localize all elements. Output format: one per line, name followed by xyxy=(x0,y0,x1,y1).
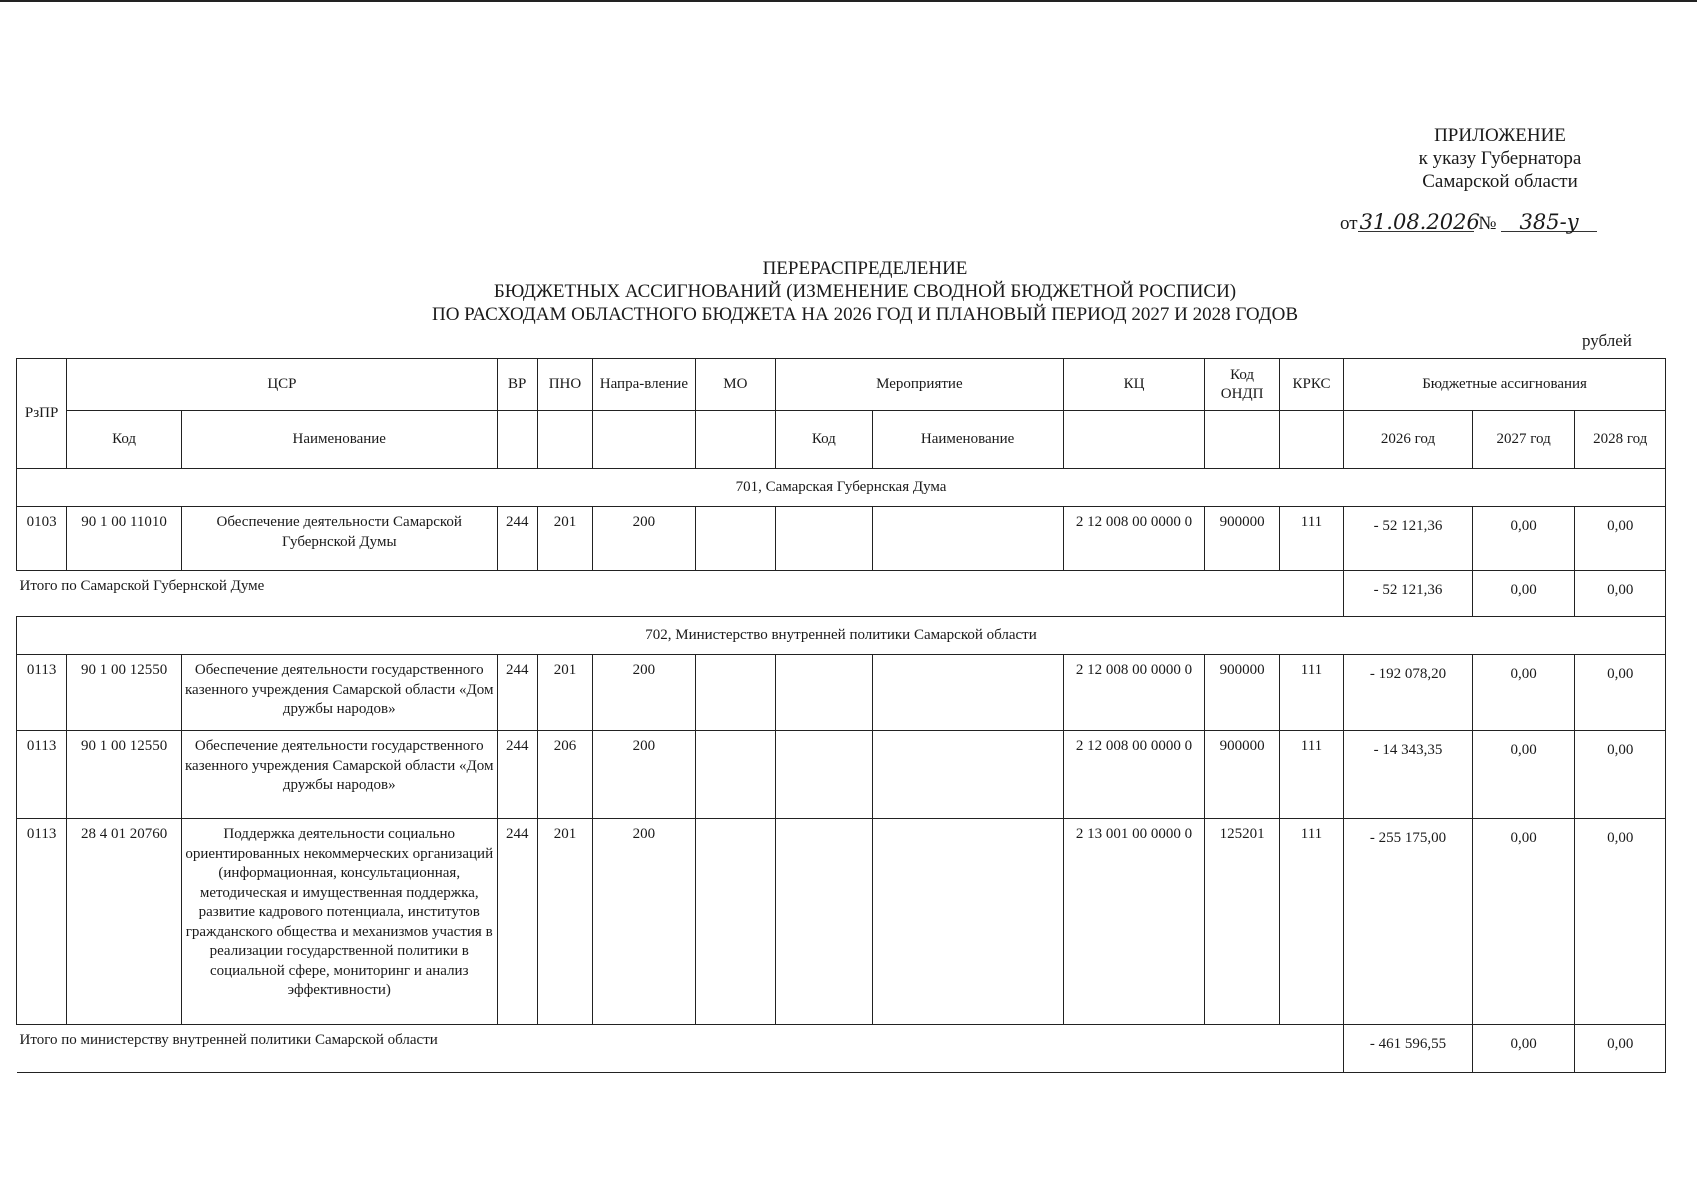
empty-header-cell xyxy=(695,411,775,469)
title-line-1: ПЕРЕРАСПРЕДЕЛЕНИЕ xyxy=(762,258,968,279)
cell-csr-name: Обеспечение деятельности Самарской Губернской Думы xyxy=(181,507,497,571)
cell-2027: 0,00 xyxy=(1472,507,1575,571)
table-row xyxy=(17,507,1666,571)
table-row xyxy=(17,731,1666,819)
total-2027: 0,00 xyxy=(1472,1025,1575,1073)
section-title: 702, Министерство внутренней политики Самарской области xyxy=(17,617,1666,655)
cell-pno: 201 xyxy=(537,655,592,731)
appendix-block xyxy=(1330,124,1670,193)
document-title xyxy=(0,257,1697,326)
cell-mo xyxy=(695,507,775,571)
decree-number-label: № xyxy=(1478,213,1497,234)
cell-event-code xyxy=(776,507,873,571)
decree-from-label: от xyxy=(1340,213,1358,234)
empty-header-cell xyxy=(1279,411,1343,469)
col-event-code: Код xyxy=(776,411,873,469)
col-csr-code: Код xyxy=(67,411,182,469)
total-label: Итого по министерству внутренней политики Самарской области xyxy=(17,1025,1344,1073)
cell-2026: - 255 175,00 xyxy=(1344,819,1473,1025)
decree-reference xyxy=(1340,210,1597,235)
cell-2028: 0,00 xyxy=(1575,819,1666,1025)
cell-mo xyxy=(695,655,775,731)
cell-rzpr: 0113 xyxy=(17,655,67,731)
cell-ondp: 125201 xyxy=(1205,819,1279,1025)
cell-vr: 244 xyxy=(497,507,537,571)
cell-2027: 0,00 xyxy=(1472,819,1575,1025)
cell-event-code xyxy=(776,819,873,1025)
cell-kc: 2 12 008 00 0000 0 xyxy=(1063,507,1205,571)
col-event: Мероприятие xyxy=(776,359,1064,411)
appendix-title: ПРИЛОЖЕНИЕ xyxy=(1434,125,1566,146)
title-line-2: БЮДЖЕТНЫХ АССИГНОВАНИЙ (ИЗМЕНЕНИЕ СВОДНОЙ БЮДЖЕТНОЙ РОСПИСИ) xyxy=(493,281,1237,302)
cell-krks: 111 xyxy=(1279,655,1343,731)
col-2027: 2027 год xyxy=(1472,411,1575,469)
empty-header-cell xyxy=(593,411,696,469)
cell-kc: 2 12 008 00 0000 0 xyxy=(1063,655,1205,731)
cell-ondp: 900000 xyxy=(1205,507,1279,571)
total-row xyxy=(17,1025,1666,1073)
table-row xyxy=(17,655,1666,731)
total-2027: 0,00 xyxy=(1472,571,1575,617)
cell-mo xyxy=(695,819,775,1025)
cell-csr-code: 28 4 01 20760 xyxy=(67,819,182,1025)
cell-2028: 0,00 xyxy=(1575,731,1666,819)
empty-header-cell xyxy=(1063,411,1205,469)
cell-csr-name: Поддержка деятельности социально ориентированных некоммерческих организаций (информационная, консультационная, методическая и имущественная поддержка, развитие кадрового потенциала, институтов гражданского общества и механизмов участия в реализации государственной политики в социальной сфере, мониторинг и анализ эффективности) xyxy=(181,819,497,1025)
cell-csr-name: Обеспечение деятельности государственного казенного учреждения Самарской области «Дом дружбы народов» xyxy=(181,731,497,819)
cell-ondp: 900000 xyxy=(1205,655,1279,731)
appendix-line-2: к указу Губернатора xyxy=(1418,148,1582,169)
cell-vr: 244 xyxy=(497,819,537,1025)
col-direction: Напра-вление xyxy=(593,359,696,411)
cell-ondp: 900000 xyxy=(1205,731,1279,819)
cell-krks: 111 xyxy=(1279,507,1343,571)
cell-direction: 200 xyxy=(593,655,696,731)
col-mo: МО xyxy=(695,359,775,411)
cell-krks: 111 xyxy=(1279,819,1343,1025)
header-row-1 xyxy=(17,359,1666,411)
col-event-name: Наименование xyxy=(872,411,1063,469)
col-kc: КЦ xyxy=(1063,359,1205,411)
cell-event-code xyxy=(776,731,873,819)
cell-2027: 0,00 xyxy=(1472,655,1575,731)
col-ondp: Код ОНДП xyxy=(1205,359,1279,411)
header-row-2 xyxy=(17,411,1666,469)
cell-direction: 200 xyxy=(593,507,696,571)
cell-rzpr: 0113 xyxy=(17,819,67,1025)
section-header-row xyxy=(17,617,1666,655)
cell-event-name xyxy=(872,655,1063,731)
cell-pno: 201 xyxy=(537,819,592,1025)
appendix-line-3: Самарской области xyxy=(1422,171,1578,192)
total-2026: - 52 121,36 xyxy=(1344,571,1473,617)
cell-pno: 201 xyxy=(537,507,592,571)
cell-direction: 200 xyxy=(593,731,696,819)
cell-event-name xyxy=(872,819,1063,1025)
allocation-table xyxy=(16,358,1666,1073)
cell-csr-name: Обеспечение деятельности государственного казенного учреждения Самарской области «Дом дружбы народов» xyxy=(181,655,497,731)
empty-header-cell xyxy=(497,411,537,469)
table-row xyxy=(17,819,1666,1025)
total-row xyxy=(17,571,1666,617)
cell-kc: 2 12 008 00 0000 0 xyxy=(1063,731,1205,819)
col-2028: 2028 год xyxy=(1575,411,1666,469)
section-title: 701, Самарская Губернская Дума xyxy=(17,469,1666,507)
total-2026: - 461 596,55 xyxy=(1344,1025,1473,1073)
cell-krks: 111 xyxy=(1279,731,1343,819)
cell-2026: - 192 078,20 xyxy=(1344,655,1473,731)
cell-rzpr: 0103 xyxy=(17,507,67,571)
total-2028: 0,00 xyxy=(1575,1025,1666,1073)
total-2028: 0,00 xyxy=(1575,571,1666,617)
col-2026: 2026 год xyxy=(1344,411,1473,469)
decree-date: 31.08.2026 xyxy=(1359,210,1480,234)
cell-csr-code: 90 1 00 12550 xyxy=(67,731,182,819)
decree-number: 385-у xyxy=(1501,213,1597,232)
cell-rzpr: 0113 xyxy=(17,731,67,819)
title-line-3: ПО РАСХОДАМ ОБЛАСТНОГО БЮДЖЕТА НА 2026 ГОД И ПЛАНОВЫЙ ПЕРИОД 2027 И 2028 ГОДОВ xyxy=(431,304,1298,325)
cell-2027: 0,00 xyxy=(1472,731,1575,819)
cell-2026: - 52 121,36 xyxy=(1344,507,1473,571)
cell-direction: 200 xyxy=(593,819,696,1025)
cell-mo xyxy=(695,731,775,819)
col-vr: ВР xyxy=(497,359,537,411)
cell-event-name xyxy=(872,731,1063,819)
total-label: Итого по Самарской Губернской Думе xyxy=(17,571,1344,617)
cell-csr-code: 90 1 00 11010 xyxy=(67,507,182,571)
empty-header-cell xyxy=(1205,411,1279,469)
cell-event-name xyxy=(872,507,1063,571)
col-csr-name: Наименование xyxy=(181,411,497,469)
cell-event-code xyxy=(776,655,873,731)
unit-label: рублей xyxy=(1582,331,1632,350)
col-krks: КРКС xyxy=(1279,359,1343,411)
cell-csr-code: 90 1 00 12550 xyxy=(67,655,182,731)
empty-header-cell xyxy=(537,411,592,469)
top-border-line xyxy=(0,0,1697,2)
cell-2026: - 14 343,35 xyxy=(1344,731,1473,819)
cell-kc: 2 13 001 00 0000 0 xyxy=(1063,819,1205,1025)
cell-pno: 206 xyxy=(537,731,592,819)
cell-vr: 244 xyxy=(497,731,537,819)
col-rzpr: РзПР xyxy=(17,359,67,469)
col-budget: Бюджетные ассигнования xyxy=(1344,359,1666,411)
cell-2028: 0,00 xyxy=(1575,507,1666,571)
cell-2028: 0,00 xyxy=(1575,655,1666,731)
cell-vr: 244 xyxy=(497,655,537,731)
col-pno: ПНО xyxy=(537,359,592,411)
section-header-row xyxy=(17,469,1666,507)
col-csr: ЦСР xyxy=(67,359,497,411)
